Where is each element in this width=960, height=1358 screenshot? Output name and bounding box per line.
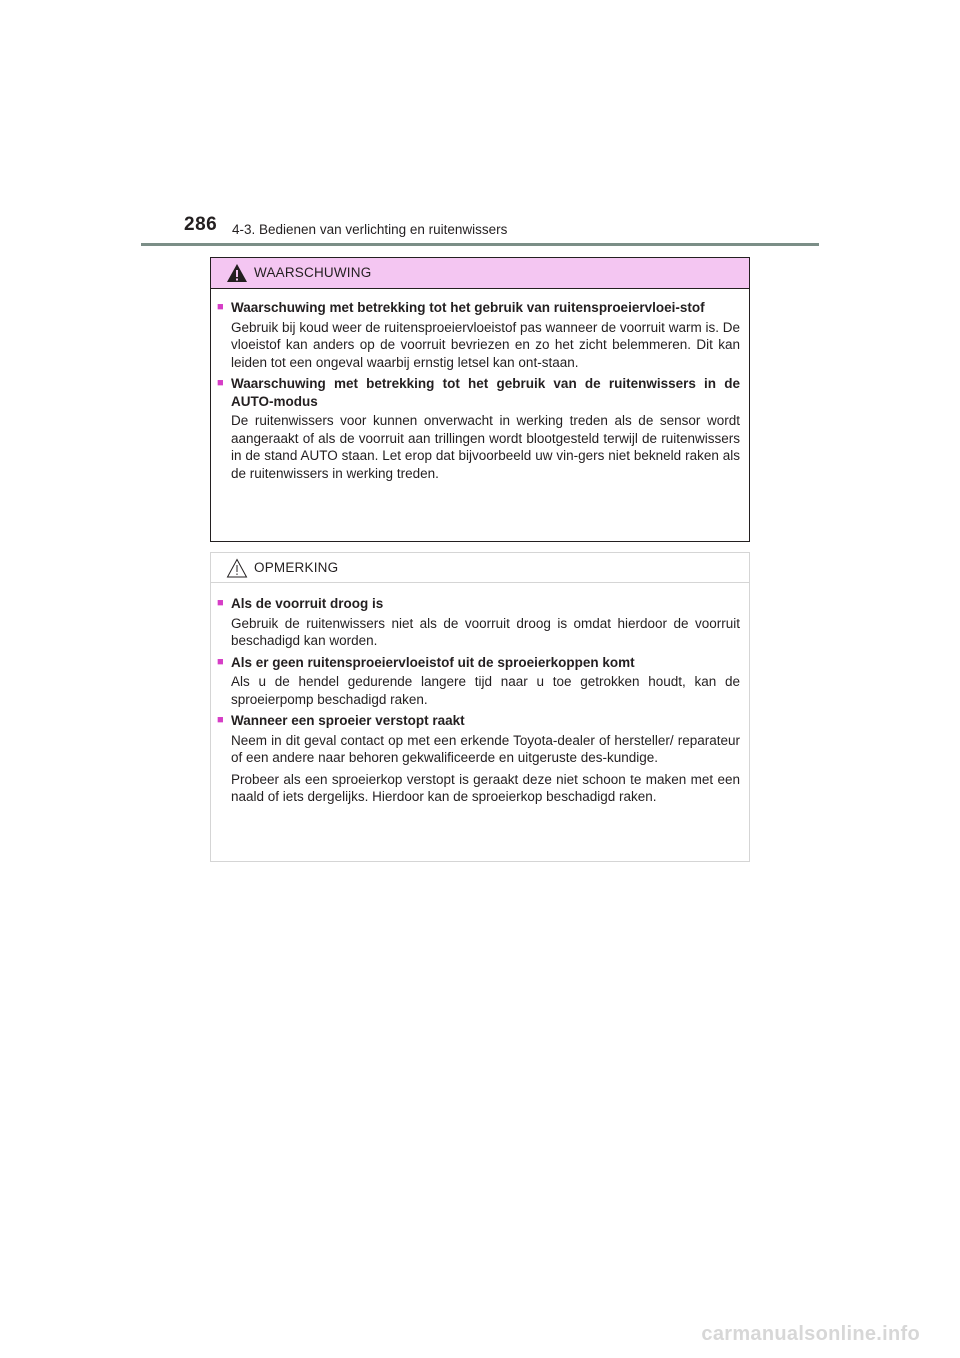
caution-triangle-icon [226, 558, 248, 578]
notice-body [211, 583, 749, 806]
notice-item-text: Gebruik de ruitenwissers niet als de voorruit droog is omdat hierdoor de voorruit beschadigd kan worden. [231, 615, 740, 648]
notice-item [217, 595, 740, 650]
notice-item-heading: Als de voorruit droog is [231, 596, 384, 611]
warning-box [210, 257, 750, 542]
warning-item [217, 375, 740, 482]
notice-title: OPMERKING [254, 560, 339, 575]
warning-item-heading: Waarschuwing met betrekking tot het gebruik van ruitensproeiervloei-stof [231, 300, 705, 315]
notice-item-heading: Wanneer een sproeier verstopt raakt [231, 713, 465, 728]
warning-item-text: De ruitenwissers voor kunnen onverwacht in werking treden als de sensor wordt aangeraakt of als de voorruit aan trillingen wordt blootgesteld terwijl de ruitenwissers in de stand AUTO staan. Let erop dat bijvoorbeeld uw vin-gers niet bekneld raken als de ruitenwissers in werking treden. [231, 413, 740, 481]
notice-header [211, 553, 749, 583]
warning-header [211, 258, 749, 289]
warning-item [217, 299, 740, 371]
warning-item-text: Gebruik bij koud weer de ruitensproeiervloeistof pas wanneer de voorruit warm is. De vloeistof kan anders op de voorruit bevriezen en zo het zicht belemmeren. Dit kan leiden tot een ongeval waarbij ernstig letsel kan ont-staan. [231, 319, 740, 370]
section-title: 4-3. Bedienen van verlichting en ruitenwissers [232, 222, 508, 237]
square-bullet-icon: ■ [217, 377, 224, 389]
footer-watermark: carmanualsonline.info [701, 1323, 920, 1345]
notice-item [217, 712, 740, 806]
notice-box [210, 552, 750, 862]
warning-triangle-icon [226, 263, 248, 283]
warning-item-heading: Waarschuwing met betrekking tot het gebruik van de ruitenwissers in de AUTO-modus [231, 376, 740, 409]
notice-item-text: Probeer als een sproeierkop verstopt is geraakt deze niet schoon te maken met een naald of iets dergelijks. Hierdoor kan de sproeierkop beschadigd raken. [231, 771, 740, 804]
notice-item [217, 654, 740, 709]
notice-item-text: Neem in dit geval contact op met een erkende Toyota-dealer of hersteller/ reparateur of een andere naar behoren gekwalificeerde en uitgeruste des-kundige. [231, 732, 740, 765]
notice-item-heading: Als er geen ruitensproeiervloeistof uit de sproeierkoppen komt [231, 654, 635, 670]
header-rule [141, 243, 819, 246]
square-bullet-icon: ■ [217, 714, 224, 726]
notice-item-text: Als u de hendel gedurende langere tijd naar u toe getrokken houdt, kan de sproeierpomp beschadigd raken. [231, 674, 740, 707]
warning-body [211, 289, 749, 482]
square-bullet-icon: ■ [217, 655, 224, 668]
square-bullet-icon: ■ [217, 301, 224, 313]
page-number: 286 [184, 214, 218, 235]
square-bullet-icon: ■ [217, 597, 224, 609]
warning-title: WAARSCHUWING [254, 265, 372, 280]
